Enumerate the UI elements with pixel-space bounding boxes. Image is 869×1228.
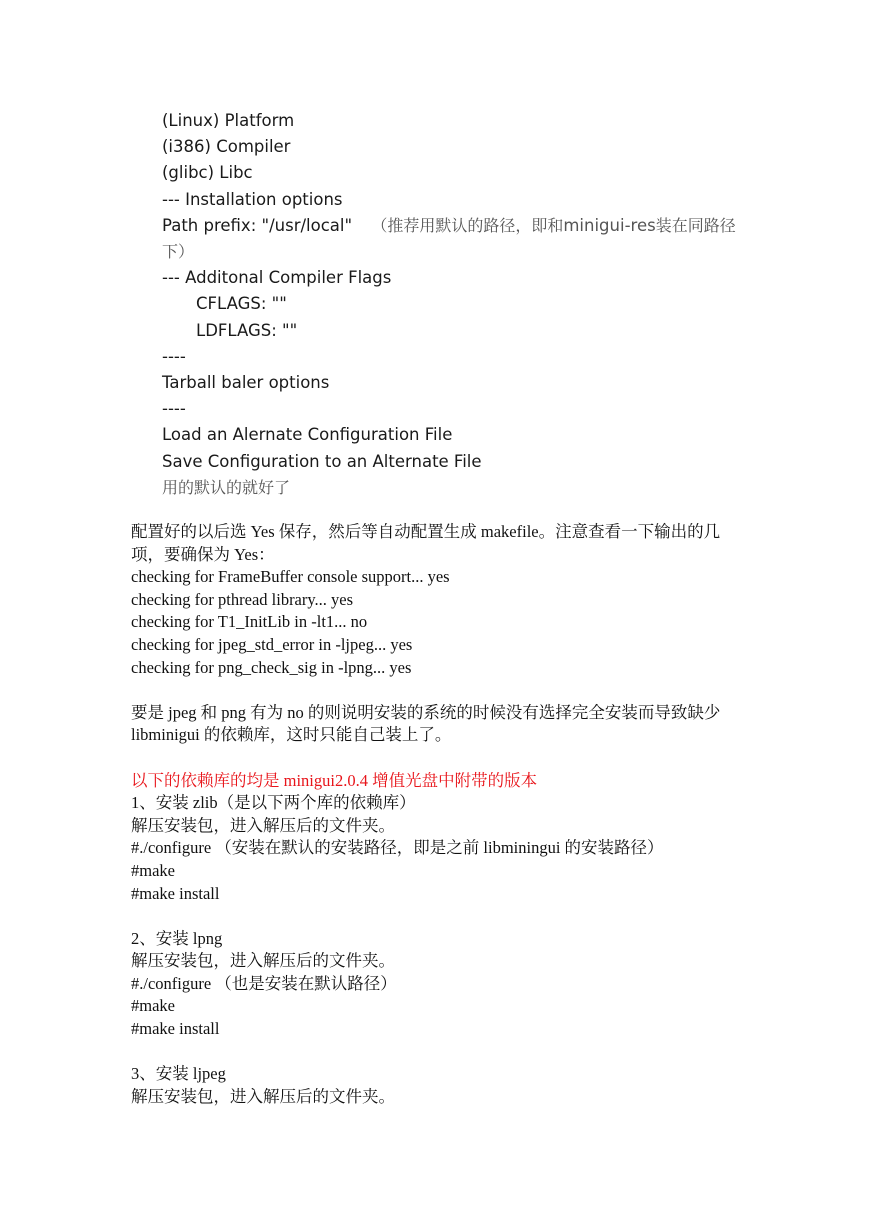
zlib-extract: 解压安装包，进入解压后的文件夹。 [131,815,395,835]
tarball-option: Tarball baler options [162,373,330,393]
spacer [131,747,751,770]
platform-option: (Linux) Platform [162,111,295,130]
ljpeg-extract: 解压安装包，进入解压后的文件夹。 [131,1086,395,1106]
menu-separator: ---- [162,346,186,366]
zlib-install: #make install [131,883,220,903]
lpng-make: #make [131,996,175,1016]
spacer [131,1041,751,1064]
default-note: 用的默认的就好了 [162,477,291,497]
deps-red-heading: 以下的依赖库的均是 minigui2.0.4 增值光盘中附带的版本 [131,770,538,790]
check-line: checking for T1_InitLib in -lt1... no [131,612,368,632]
check-line: checking for pthread library... yes [131,589,354,609]
zlib-make: #make [131,860,175,880]
path-prefix-note-c: 装在同路径下） [162,215,736,262]
menu-separator: ---- [162,399,186,419]
lpng-configure: #./configure （也是安装在默认路径） [131,973,397,993]
check-line: checking for FrameBuffer console support... yes [131,567,450,587]
checks-note: 要是 jpeg 和 png 有为 no 的则说明安装的系统的时候没有选择完全安装而导致缺少 libminigui 的依赖库，这时只能自己装上了。 [131,702,721,745]
spacer [131,905,751,928]
load-config-option: Load an Alernate Configuration File [162,425,453,445]
path-prefix-line [162,213,752,265]
ljpeg-title: 3、安装 ljpeg [131,1064,226,1084]
ldflags-option: LDFLAGS: "" [196,320,298,340]
libc-option: (glibc) Libc [162,163,253,183]
cflags-option: CFLAGS: "" [196,294,287,314]
config-menu-listing [162,108,752,501]
compiler-option: (i386) Compiler [162,137,291,157]
compiler-flags-header: --- Additonal Compiler Flags [162,268,392,288]
lpng-install: #make install [131,1019,220,1039]
spacer [131,679,751,702]
zlib-title: 1、安装 zlib（是以下两个库的依赖库） [131,793,416,813]
checks-section [131,521,751,1108]
zlib-configure: #./configure （安装在默认的安装路径，即是之前 libminingui 的安装路径） [131,838,664,858]
save-config-option: Save Configuration to an Alternate File [162,451,482,471]
check-line: checking for png_check_sig in -lpng... yes [131,657,412,677]
installation-options-header: --- Installation options [162,189,343,209]
lpng-title: 2、安装 lpng [131,928,223,948]
lpng-extract: 解压安装包，进入解压后的文件夹。 [131,951,395,971]
path-prefix-note-b: minigui-res [563,215,656,235]
path-prefix-option: Path prefix: "/usr/local" [162,215,353,235]
check-line: checking for jpeg_std_error in -ljpeg... yes [131,634,413,654]
checks-intro: 配置好的以后选 Yes 保存，然后等自动配置生成 makefile。注意查看一下输出的几项，要确保为 Yes： [131,522,721,564]
path-prefix-note-a: （推荐用默认的路径，即和 [371,215,564,235]
